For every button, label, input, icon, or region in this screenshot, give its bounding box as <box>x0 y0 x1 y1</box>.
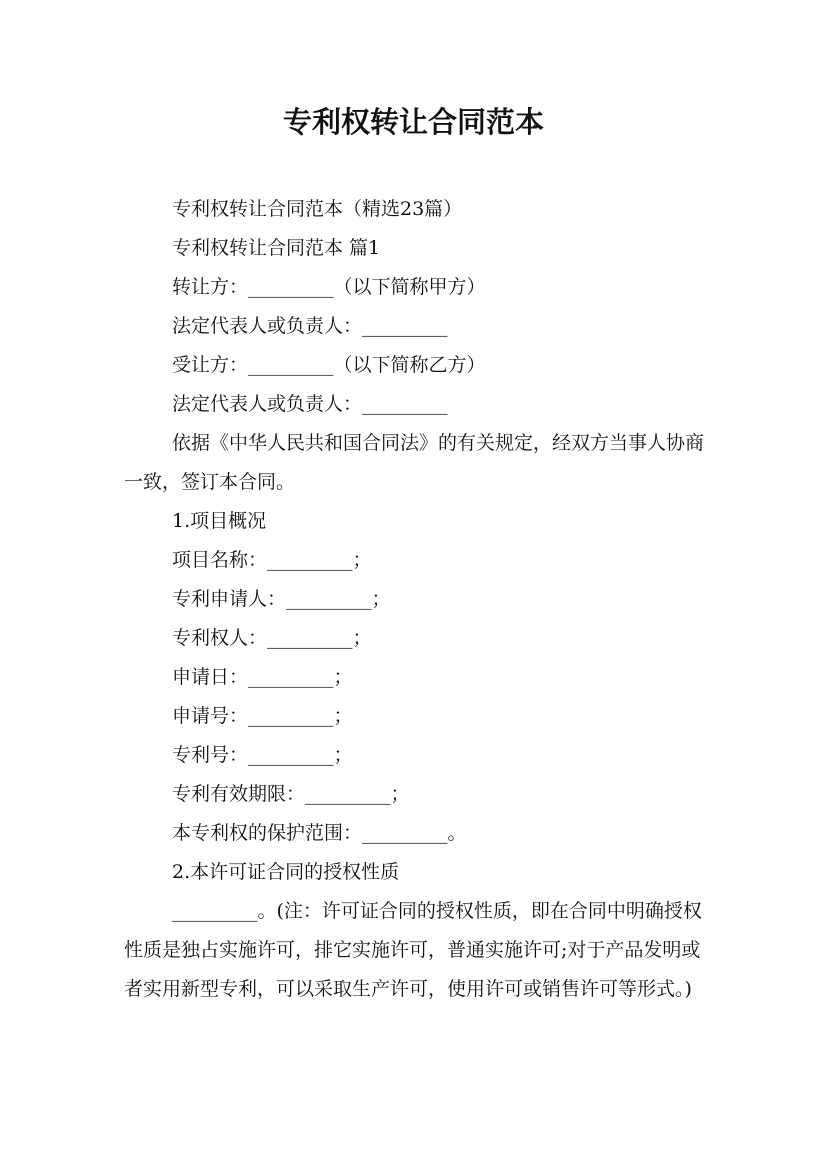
paragraph-patent-number: 专利号：_________； <box>172 744 353 766</box>
paragraph-protection-scope: 本专利权的保护范围：_________。 <box>172 822 467 844</box>
paragraph-subtitle: 专利权转让合同范本（精选23篇） <box>172 198 463 220</box>
paragraph-filing-date: 申请日：_________； <box>172 666 353 688</box>
paragraph-validity-period: 专利有效期限：_________； <box>172 783 410 805</box>
paragraph-basis: 依据《中华人民共和国合同法》的有关规定，经双方当事人协商一致，签订本合同。 <box>124 432 705 493</box>
paragraph-patentee: 专利权人：_________； <box>172 627 372 649</box>
paragraph-application-number: 申请号：_________； <box>172 705 353 727</box>
paragraph-transferee: 受让方：_________（以下简称乙方） <box>172 354 486 376</box>
paragraph-transferee-rep: 法定代表人或负责人：_________ <box>172 393 448 415</box>
paragraph-project-name: 项目名称：_________； <box>172 549 372 571</box>
paragraph-license-nature: _________。(注：许可证合同的授权性质，即在合同中明确授权性质是独占实施许可，排它实施许可，普通实施许可;对于产品发明或者实用新型专利，可以采取生产许可，使用许可或销售许可等形式。) <box>124 900 702 1000</box>
paragraph-item-2-heading: 2.本许可证合同的授权性质 <box>172 861 400 883</box>
document-body <box>124 190 704 1009</box>
document-title: 专利权转让合同范本 <box>282 105 544 139</box>
paragraph-section-heading: 专利权转让合同范本 篇1 <box>172 237 381 259</box>
paragraph-patent-applicant: 专利申请人：_________； <box>172 588 391 610</box>
paragraph-transferor: 转让方：_________（以下简称甲方） <box>172 276 486 298</box>
paragraph-transferor-rep: 法定代表人或负责人：_________ <box>172 315 448 337</box>
paragraph-item-1-heading: 1.项目概况 <box>172 510 267 532</box>
